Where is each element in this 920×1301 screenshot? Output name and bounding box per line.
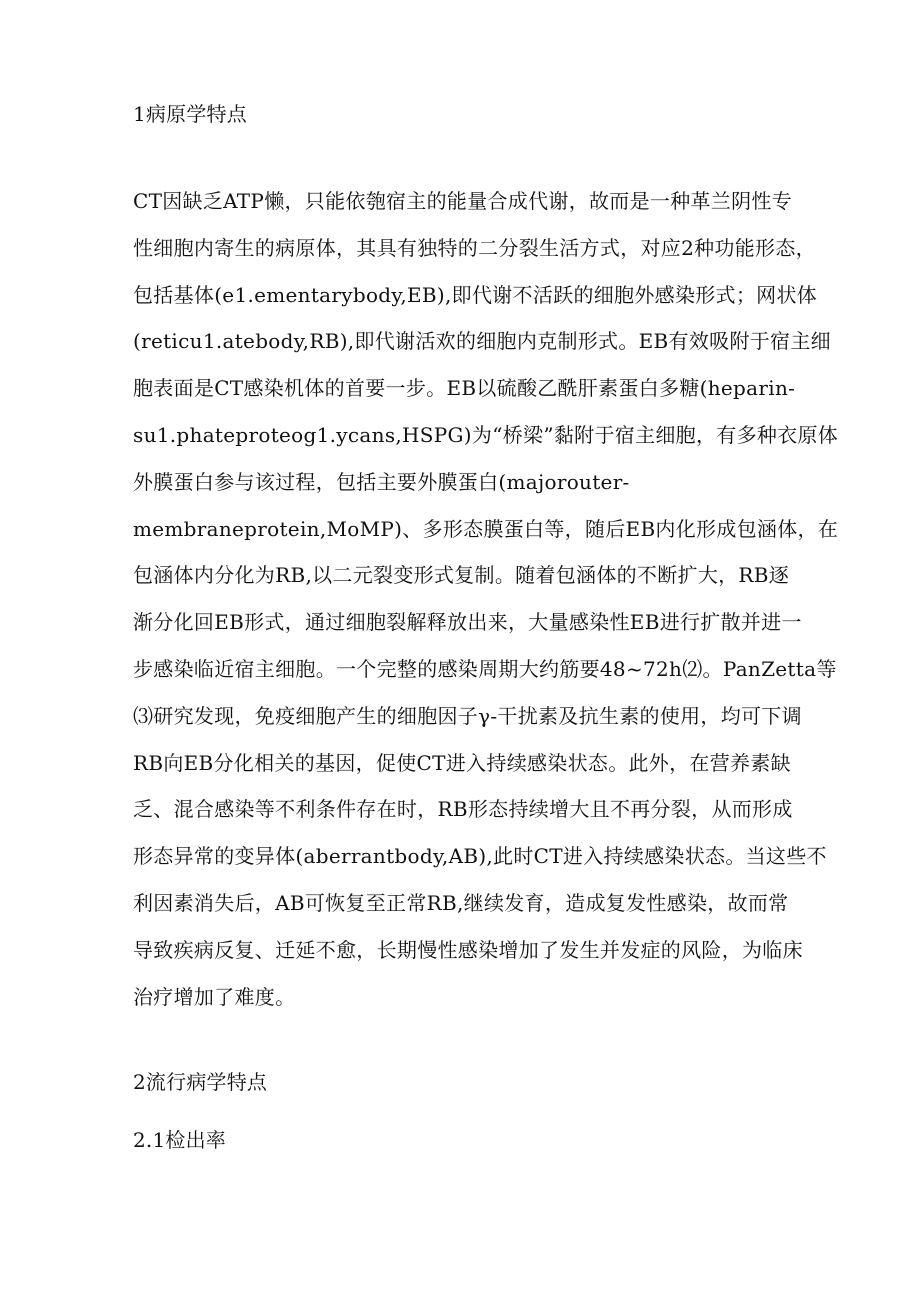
subsection-heading: 2.1检出率: [133, 1128, 227, 1152]
paragraph-line: CT因缺乏ATP懒，只能依匏宿主的能量合成代谢，故而是一种革兰阴性专: [133, 189, 792, 213]
paragraph-line: 步感染临近宿主细胞。一个完整的感染周期大约筋要48~72h⑵。PanZetta等: [133, 656, 837, 681]
paragraph-line: su1.phateproteog1.ycans,HSPG)为“桥梁”黏附于宿主细胞，有多种衣原体: [133, 422, 839, 447]
paragraph-line: membraneprotein,MoMP)、多形态膜蛋白等，随后EB内化形成包涵体，在: [133, 516, 839, 541]
paragraph-line: 渐分化回EB形式，通过细胞裂解释放出来，大量感染性EB进行扩散并进一: [133, 610, 802, 635]
paragraph-line: 利因素消失后，AB可恢复至正常RB,继续发育，造成复发性感染，故而常: [133, 890, 789, 915]
paragraph-line: 胞表面是CT感染机体的首要一步。EB以硫酸乙酰肝素蛋白多糖(heparin-: [133, 376, 796, 401]
paragraph-line: ⑶研究发现，免疫细胞产生的细胞因子γ-干扰素及抗生素的使用，均可下调: [133, 703, 802, 728]
body-paragraph: [133, 187, 839, 1029]
section-heading: 2流行病学特点: [133, 1070, 268, 1094]
paragraph-line: 包涵体内分化为RB,以二元裂变形式复制。随着包涵体的不断扩大，RB逐: [133, 563, 790, 588]
paragraph-line: 乏、混合感染等不利条件存在时，RB形态持续增大且不再分裂，从而形成: [133, 797, 793, 822]
section-heading: 1病原学特点: [133, 102, 247, 126]
paragraph-line: 性细胞内寄生的病原体，其具有独特的二分裂生活方式，对应2种功能形态，: [133, 235, 816, 260]
paragraph-line: 导致疾病反复、迁延不愈，长期慢性感染增加了发生并发症的风险，为临床: [133, 937, 803, 962]
paragraph-line: 治疗增加了难度。: [133, 984, 296, 1009]
paragraph-line: 外膜蛋白参与该过程，包括主要外膜蛋白(majorouter-: [133, 469, 630, 494]
paragraph-line: 形态异常的变异体(aberrantbody,AB),此时CT进入持续感染状态。当这些不: [133, 844, 827, 869]
paragraph-line: (reticu1.atebody,RB),即代谢活欢的细胞内克制形式。EB有效吸附于宿主细: [133, 329, 831, 354]
paragraph-line: 包括基体(e1.ementarybody,EB),即代谢不活跃的细胞外感染形式；网状体: [133, 282, 818, 307]
paragraph-line: RB向EB分化相关的基因，促使CT进入持续感染状态。此外，在营养素缺: [133, 750, 791, 775]
